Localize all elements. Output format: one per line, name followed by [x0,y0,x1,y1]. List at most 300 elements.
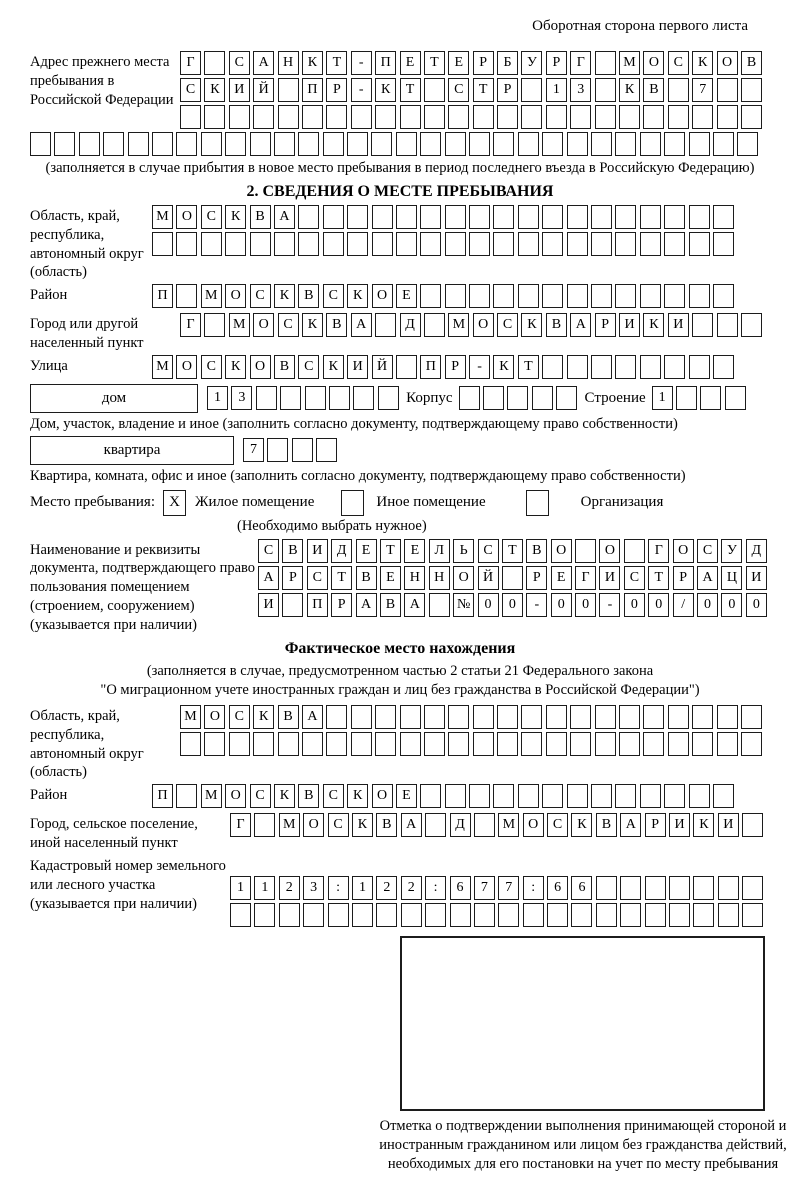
char-box [713,132,734,156]
char-box: И [669,813,690,837]
char-box: С [478,539,499,563]
char-box [546,105,567,129]
char-box: И [668,313,689,337]
char-box [225,232,246,256]
char-box: В [596,813,617,837]
char-box [326,705,347,729]
char-box: С [323,784,344,808]
char-box [542,355,563,379]
char-box: Л [429,539,450,563]
char-box [280,386,301,410]
char-box [718,876,739,900]
char-box: Е [400,51,421,75]
actual-location-note-2: "О миграционном учете иностранных граждан и лиц без гражданства в Российской Федерации") [100,682,700,699]
char-box [595,105,616,129]
char-box: Е [448,51,469,75]
char-box: И [307,539,328,563]
char-box [518,784,539,808]
char-box: Р [282,566,303,590]
char-box: 0 [746,593,767,617]
char-box: 6 [547,876,568,900]
char-box [664,205,685,229]
actual-region-row-2 [180,732,770,756]
cadastre-row-2 [230,903,770,927]
char-box [717,78,738,102]
char-box [396,205,417,229]
district-row [152,284,770,308]
char-box: Б [497,51,518,75]
char-box: В [380,593,401,617]
char-box: 2 [376,876,397,900]
actual-city-row [230,813,770,837]
char-box [619,705,640,729]
char-box: 0 [575,593,596,617]
char-box: 0 [551,593,572,617]
char-box: О [643,51,664,75]
stay-type-option-organization: Организация [580,494,664,511]
char-box: - [469,355,490,379]
char-box [556,386,577,410]
char-box: А [253,51,274,75]
char-box [204,51,225,75]
char-box [567,232,588,256]
char-box: Е [551,566,572,590]
char-box [521,105,542,129]
char-box: Е [396,784,417,808]
char-box [250,132,271,156]
char-box [351,105,372,129]
char-box: О [204,705,225,729]
char-box [279,903,300,927]
char-box: Р [645,813,666,837]
prev-address-row-1 [180,51,770,75]
char-box [473,105,494,129]
char-box [152,132,173,156]
char-box [742,813,763,837]
char-box [591,132,612,156]
char-box: О [225,784,246,808]
char-box [521,78,542,102]
char-box: О [253,313,274,337]
char-box [591,205,612,229]
char-box: К [323,355,344,379]
char-box: О [453,566,474,590]
char-box: О [717,51,738,75]
char-box [567,132,588,156]
char-box [591,284,612,308]
char-box [692,732,713,756]
char-box [278,105,299,129]
char-box [640,784,661,808]
char-box: С [307,566,328,590]
city-row [180,313,770,337]
char-box: М [201,284,222,308]
document-label: Наименование и реквизиты документа, подтверждающего право пользования помещением (строением, сооружением) (указывается при наличии) [30,541,256,633]
char-box [204,105,225,129]
char-box [596,876,617,900]
char-box [692,313,713,337]
char-box: М [229,313,250,337]
char-box: 6 [571,876,592,900]
char-box: 2 [279,876,300,900]
char-box [448,105,469,129]
char-box [54,132,75,156]
char-box [473,705,494,729]
char-box [542,784,563,808]
char-box: 7 [474,876,495,900]
char-box [664,784,685,808]
char-box [254,903,275,927]
char-box [448,732,469,756]
char-box: О [250,355,271,379]
char-box: С [298,355,319,379]
actual-region-block [30,705,770,782]
char-box: В [278,705,299,729]
char-box [596,903,617,927]
char-box [375,732,396,756]
char-box [542,232,563,256]
char-box: О [473,313,494,337]
char-box [570,732,591,756]
char-box [493,784,514,808]
char-box [204,732,225,756]
char-box: П [420,355,441,379]
char-box [176,284,197,308]
char-box [347,205,368,229]
house-type-box: дом [30,384,198,413]
char-box [201,232,222,256]
char-box [180,732,201,756]
char-box [664,355,685,379]
char-box [615,284,636,308]
char-box: К [619,78,640,102]
char-box: : [425,876,446,900]
house-number-cells [207,386,402,410]
char-box [518,284,539,308]
char-box [689,132,710,156]
apartment-type-box: квартира [30,436,234,465]
char-box [713,232,734,256]
char-box [507,386,528,410]
char-box [229,105,250,129]
char-box: Е [396,284,417,308]
char-box: Т [400,78,421,102]
char-box [201,132,222,156]
char-box: В [274,355,295,379]
stay-type-note: (Необходимо выбрать нужное) [237,517,427,534]
char-box: К [253,705,274,729]
char-box: С [229,51,250,75]
char-box [591,232,612,256]
char-box: Н [429,566,450,590]
char-box [689,232,710,256]
char-box: А [404,593,425,617]
char-box [128,132,149,156]
char-box: А [401,813,422,837]
char-box [737,132,758,156]
char-box: Н [278,51,299,75]
char-box: И [746,566,767,590]
char-box [689,205,710,229]
actual-location-title: Фактическое место нахождения [284,639,516,657]
char-box [424,105,445,129]
char-box [445,132,466,156]
korpus-label: Корпус [406,389,453,406]
char-box [323,232,344,256]
char-box: В [282,539,303,563]
char-box [570,105,591,129]
char-box [518,205,539,229]
char-box [689,284,710,308]
char-box: В [326,313,347,337]
char-box [718,903,739,927]
stamp-caption: Отметка о подтверждении выполнения принимающей стороной и иностранным гражданином или лицом без гражданства действий, необходимых для его постановки на учет по месту пребывания [379,1118,787,1173]
char-box [570,705,591,729]
char-box [353,386,374,410]
char-box: А [697,566,718,590]
char-box: Г [570,51,591,75]
char-box: 3 [570,78,591,102]
char-box: А [274,205,295,229]
char-box [497,732,518,756]
char-box: 0 [721,593,742,617]
korpus-cells [459,386,581,410]
region-rows [152,205,770,259]
char-box [713,284,734,308]
char-box: Г [575,566,596,590]
char-box [445,205,466,229]
char-box [713,784,734,808]
char-box [542,132,563,156]
char-box [376,903,397,927]
char-box: С [668,51,689,75]
char-box: С [497,313,518,337]
char-box: Р [473,51,494,75]
region-block [30,205,770,282]
char-box: О [225,284,246,308]
city-block [30,313,770,353]
char-box: Е [356,539,377,563]
char-box [316,438,337,462]
char-box [546,705,567,729]
char-box: Г [230,813,251,837]
char-box: С [547,813,568,837]
char-box: И [599,566,620,590]
char-box: С [328,813,349,837]
char-box [595,78,616,102]
actual-district-label: Район [30,787,68,804]
char-box: В [356,566,377,590]
char-box [532,386,553,410]
char-box [640,355,661,379]
prev-address-label: Адрес прежнего места пребывания в Российской Федерации [30,54,174,108]
char-box [546,732,567,756]
char-box: И [718,813,739,837]
char-box: С [201,355,222,379]
char-box: Р [326,78,347,102]
char-box [30,132,51,156]
char-box: К [274,784,295,808]
char-box [595,732,616,756]
char-box [424,705,445,729]
char-box [459,386,480,410]
char-box: С [250,284,271,308]
char-box [429,593,450,617]
char-box [326,105,347,129]
char-box: В [643,78,664,102]
apartment-line [30,436,770,465]
char-box [400,705,421,729]
char-box [469,784,490,808]
char-box [375,313,396,337]
char-box: П [307,593,328,617]
document-row-1 [258,539,770,563]
char-box [180,105,201,129]
char-box [518,132,539,156]
char-box [371,132,392,156]
street-label: Улица [30,357,68,374]
char-box [591,355,612,379]
stay-type-checkbox-organization [526,490,549,516]
char-box: Т [326,51,347,75]
char-box [473,732,494,756]
char-box [643,732,664,756]
char-box [668,705,689,729]
char-box: У [721,539,742,563]
char-box: Е [404,539,425,563]
char-box: П [375,51,396,75]
char-box [713,355,734,379]
char-box: К [643,313,664,337]
char-box: П [302,78,323,102]
char-box [676,386,697,410]
char-box: 7 [692,78,713,102]
char-box [79,132,100,156]
actual-district-block [30,784,770,811]
prev-address-row-2 [180,78,770,102]
char-box [700,386,721,410]
char-box [256,386,277,410]
char-box [664,232,685,256]
stay-type-checkbox-residential: X [163,490,186,516]
char-box [717,705,738,729]
char-box [493,284,514,308]
char-box: К [571,813,592,837]
char-box: 7 [498,876,519,900]
char-box [372,205,393,229]
char-box: С [323,284,344,308]
char-box [725,386,746,410]
char-box: А [302,705,323,729]
char-box [298,232,319,256]
char-box [741,705,762,729]
house-line [30,384,770,413]
stay-type-option-other: Иное помещение [376,494,486,511]
char-box: Й [478,566,499,590]
char-box [692,705,713,729]
stroenie-label: Строение [584,389,646,406]
prev-address-rows [180,51,770,132]
region-row-2 [152,232,770,256]
district-label: Район [30,287,68,304]
char-box: У [521,51,542,75]
cadastre-label: Кадастровый номер земельного или лесного участка (указывается при наличии) [30,858,226,912]
char-box [469,232,490,256]
char-box [668,105,689,129]
char-box [645,876,666,900]
char-box [278,732,299,756]
char-box [571,903,592,927]
char-box [693,903,714,927]
district-block [30,284,770,311]
char-box [518,232,539,256]
char-box: Н [404,566,425,590]
char-box [469,205,490,229]
char-box [254,813,275,837]
char-box [713,205,734,229]
char-box [448,705,469,729]
char-box [278,78,299,102]
char-box: № [453,593,474,617]
char-box: П [152,284,173,308]
house-note: Дом, участок, владение и иное (заполнить согласно документу, подтверждающему право собственности) [30,415,678,432]
char-box: М [152,205,173,229]
char-box [351,705,372,729]
char-box [323,132,344,156]
actual-city-block [30,813,770,853]
stay-type-label: Место пребывания: [30,494,155,511]
char-box: Т [473,78,494,102]
char-box: Е [380,566,401,590]
char-box: В [741,51,762,75]
char-box [521,705,542,729]
char-box: - [599,593,620,617]
char-box: 3 [231,386,252,410]
char-box: К [347,784,368,808]
actual-region-row-1 [180,705,770,729]
char-box: Т [424,51,445,75]
char-box: О [673,539,694,563]
char-box: 7 [243,438,264,462]
char-box [668,732,689,756]
char-box: : [328,876,349,900]
char-box [483,386,504,410]
char-box [498,903,519,927]
char-box [620,903,641,927]
char-box [493,132,514,156]
char-box [303,903,324,927]
char-box: С [448,78,469,102]
char-box [567,284,588,308]
char-box: О [372,784,393,808]
actual-region-label: Область, край, республика, автономный округ (область) [30,707,144,781]
char-box: К [692,51,713,75]
stay-type-option-residential: Жилое помещение [195,494,315,511]
char-box [323,205,344,229]
char-box [615,232,636,256]
char-box: / [673,593,694,617]
char-box: М [152,355,173,379]
char-box [567,784,588,808]
char-box: - [351,78,372,102]
char-box [474,903,495,927]
char-box [668,78,689,102]
char-box [664,284,685,308]
char-box [567,205,588,229]
char-box: М [180,705,201,729]
char-box [302,732,323,756]
char-box: А [570,313,591,337]
